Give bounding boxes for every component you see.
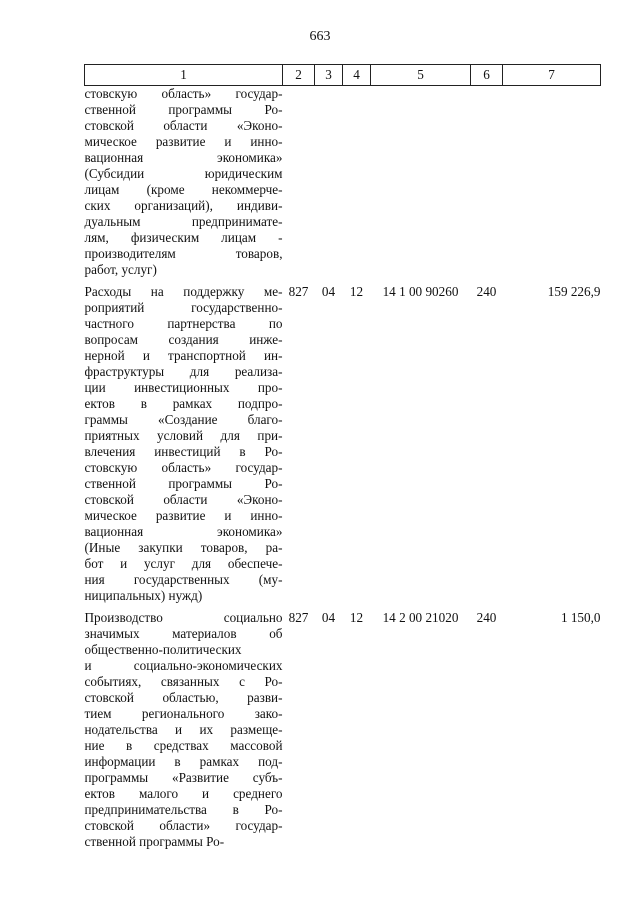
header-col-5: 5 (371, 65, 471, 86)
description-line: стовскую область» государ- (84, 86, 283, 101)
description-line: стовскую область» государ- (84, 460, 283, 475)
expense-type-code (471, 86, 503, 279)
description-line: ние в средствах массовой (84, 738, 283, 753)
description-line: событиях, связанных с Ро- (84, 674, 283, 689)
description-line: мическое развитие и инно- (84, 508, 283, 523)
description-line: бот и услуг для обеспече- (84, 556, 283, 571)
page-number: 663 (309, 29, 331, 44)
target-article-code (371, 86, 471, 279)
description-line: Производство социально (84, 610, 283, 625)
header-col-1: 1 (85, 65, 283, 86)
ministry-code (283, 86, 315, 279)
description-line: вационная экономика» (84, 524, 283, 539)
row-description (85, 604, 283, 850)
table-row (85, 604, 601, 850)
description-line: ции инвестиционных про- (84, 380, 283, 395)
description-line: (Иные закупки товаров, ра- (84, 540, 283, 555)
row-description (85, 86, 283, 279)
description-line: и социально-экономических (84, 658, 283, 673)
description-line: ственной программы Ро- (84, 834, 225, 849)
description-line: программы «Развитие субъ- (84, 770, 283, 785)
description-line: общественно-политических (84, 642, 242, 657)
amount (503, 86, 601, 279)
description-line: ственной программы Ро- (84, 102, 283, 117)
header-col-2: 2 (283, 65, 315, 86)
description-line: ния государственных (му- (84, 572, 283, 587)
description-line: ственной программы Ро- (84, 476, 283, 491)
expense-type-code: 240 (476, 284, 497, 299)
description-line: стовской области» государ- (84, 818, 283, 833)
description-line: стовской области «Эконо- (84, 118, 283, 133)
description-line: нерной и транспортной ин- (84, 348, 283, 363)
description-line: Расходы на поддержку ме- (84, 284, 283, 299)
expense-type-code: 240 (476, 610, 497, 625)
description-line: фраструктуры для реализа- (84, 364, 283, 379)
description-line: граммы «Создание благо- (84, 412, 283, 427)
header-col-4: 4 (343, 65, 371, 86)
table-header-row (85, 65, 601, 86)
amount: 1 150,0 (560, 610, 601, 625)
subsection-code: 12 (349, 284, 364, 299)
amount: 159 226,9 (547, 284, 601, 299)
target-article-code: 14 2 00 21020 (382, 610, 459, 625)
section-code: 04 (321, 284, 336, 299)
description-line: тием регионального зако- (84, 706, 283, 721)
description-line: лицам (кроме некоммерче- (84, 182, 283, 197)
description-line: производителям товаров, (84, 246, 283, 261)
header-col-3: 3 (315, 65, 343, 86)
description-line: предпринимательства в Ро- (84, 802, 283, 817)
ministry-code: 827 (288, 284, 309, 299)
description-line: ских организаций), индиви- (84, 198, 283, 213)
description-line: значимых материалов об (84, 626, 283, 641)
description-line: вационная экономика» (84, 150, 283, 165)
description-line: мическое развитие и инно- (84, 134, 283, 149)
description-line: информации в рамках под- (84, 754, 283, 769)
section-code: 04 (321, 610, 336, 625)
description-line: ектов в рамках подпро- (84, 396, 283, 411)
description-line: частного партнерства по (84, 316, 283, 331)
description-line: (Субсидии юридическим (84, 166, 283, 181)
ministry-code: 827 (288, 610, 309, 625)
row-description (85, 278, 283, 604)
description-line: ниципальных) нужд) (84, 588, 203, 603)
table-row (85, 278, 601, 604)
description-line: стовской области «Эконо- (84, 492, 283, 507)
description-line: лям, физическим лицам - (84, 230, 283, 245)
description-line: влечения инвестиций в Ро- (84, 444, 283, 459)
description-line: работ, услуг) (84, 262, 157, 277)
target-article-code: 14 1 00 90260 (382, 284, 459, 299)
header-col-7: 7 (503, 65, 601, 86)
subsection-code (343, 86, 371, 279)
description-line: приятных условий для при- (84, 428, 283, 443)
description-line: стовской областью, разви- (84, 690, 283, 705)
table-row (85, 86, 601, 279)
budget-table (84, 64, 601, 850)
description-line: роприятий государственно- (84, 300, 283, 315)
description-line: нодательства и их размеще- (84, 722, 283, 737)
section-code (315, 86, 343, 279)
description-line: ектов малого и среднего (84, 786, 283, 801)
header-col-6: 6 (471, 65, 503, 86)
description-line: вопросам создания инже- (84, 332, 283, 347)
description-line: дуальным предпринимате- (84, 214, 283, 229)
subsection-code: 12 (349, 610, 364, 625)
